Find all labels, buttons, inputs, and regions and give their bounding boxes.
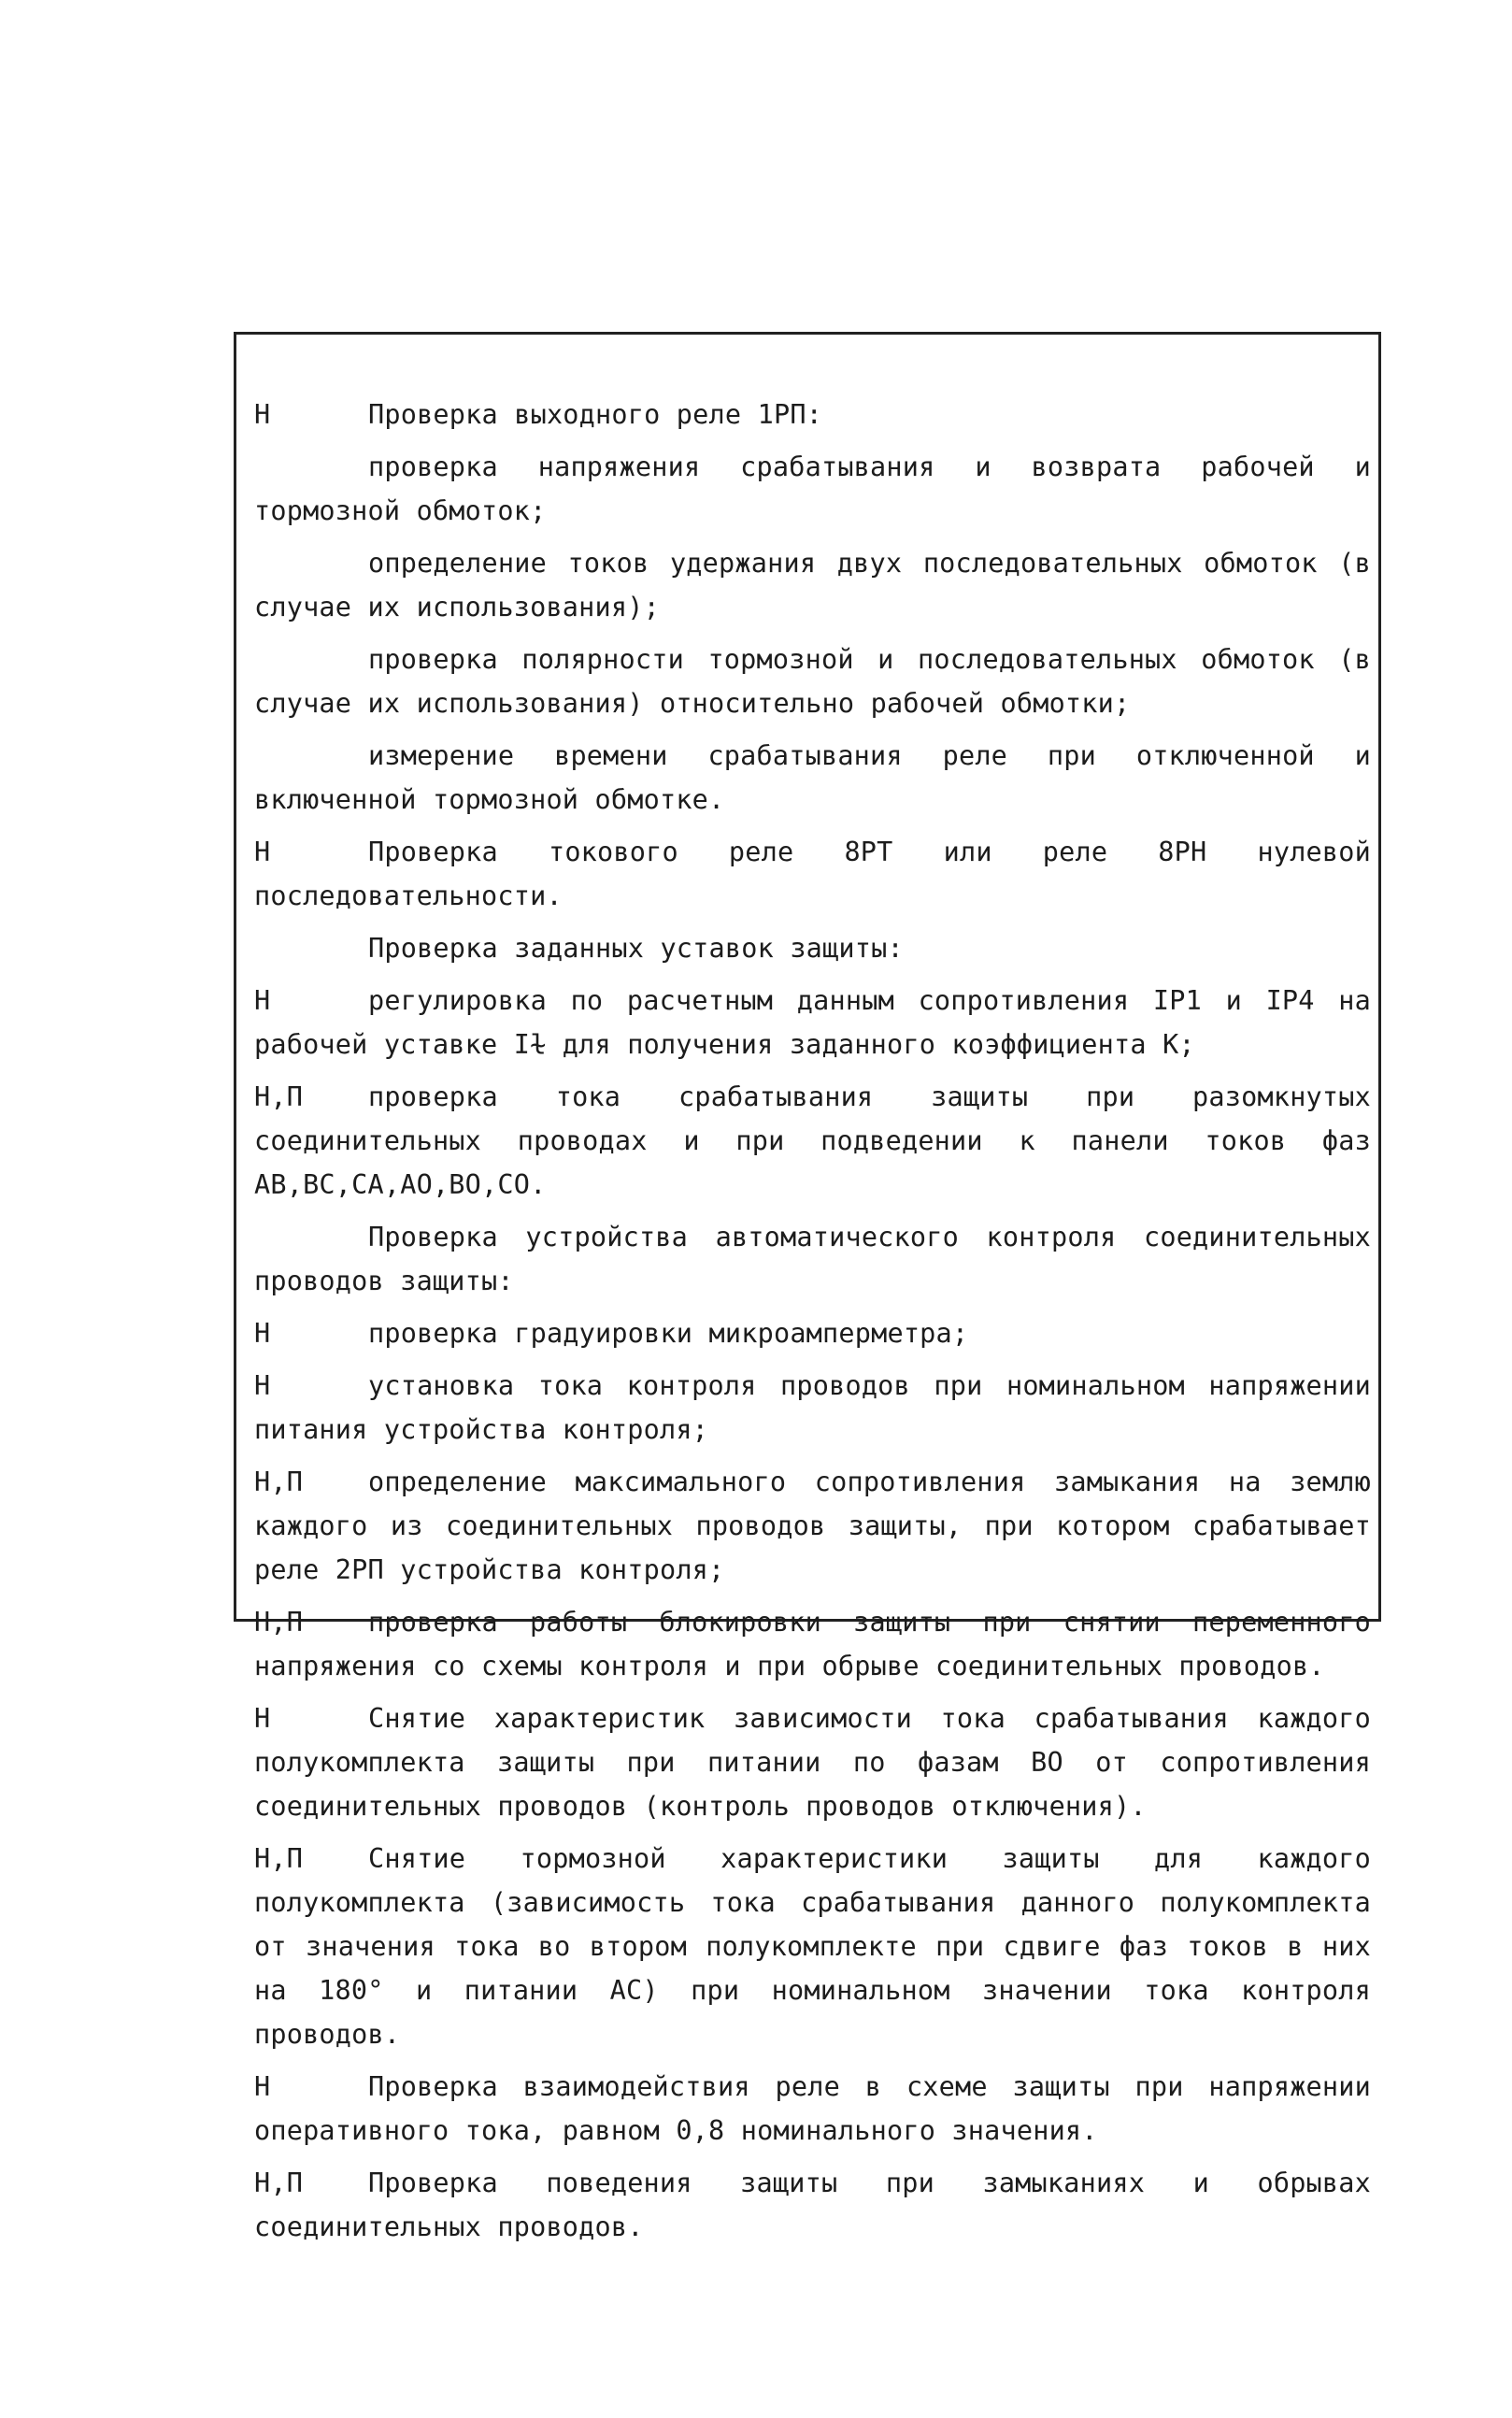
entry-text: Проверка устройства автоматического контроля соединительных проводов защиты: bbox=[254, 1222, 1371, 1296]
entry-marker: Н,П bbox=[254, 1081, 304, 1112]
entry-9 bbox=[254, 1075, 1371, 1207]
entry-text: Проверка поведения защиты при замыканиях и обрывах соединительных проводов. bbox=[254, 2168, 1371, 2242]
document-body bbox=[254, 393, 1371, 2257]
entry-17 bbox=[254, 2065, 1371, 2153]
entry-5 bbox=[254, 734, 1371, 822]
entry-marker: Н bbox=[254, 399, 271, 430]
entry-11 bbox=[254, 1311, 1371, 1355]
entry-text: Проверка выходного реле 1РП: bbox=[368, 399, 823, 430]
entry-marker: Н bbox=[254, 1318, 271, 1349]
entry-text: определение максимального сопротивления замыкания на землю каждого из соединительных проводов защиты, при котором срабатывает реле 2РП устройства контроля; bbox=[254, 1467, 1371, 1585]
entry-text: Снятие характеристик зависимости тока срабатывания каждого полукомплекта защиты при питании по фазам ВО от сопротивления соединительных проводов (контроль проводов отключения). bbox=[254, 1703, 1371, 1822]
entry-3 bbox=[254, 541, 1371, 629]
entry-text: Проверка заданных уставок защиты: bbox=[368, 933, 904, 964]
entry-18 bbox=[254, 2161, 1371, 2249]
entry-marker: Н bbox=[254, 985, 271, 1016]
entry-marker: Н,П bbox=[254, 1467, 304, 1497]
entry-1 bbox=[254, 393, 1371, 436]
entry-text: регулировка по расчетным данным сопротивления IР1 и IР4 на рабочей уставке Iɫ для получения заданного коэффициента К; bbox=[254, 985, 1371, 1060]
entry-12 bbox=[254, 1364, 1371, 1452]
entry-marker: Н bbox=[254, 837, 271, 867]
entry-marker: Н bbox=[254, 2071, 271, 2102]
entry-text: проверка работы блокировки защиты при снятии переменного напряжения со схемы контроля и при обрыве соединительных проводов. bbox=[254, 1607, 1371, 1681]
entry-text: измерение времени срабатывания реле при отключенной и включенной тормозной обмотке. bbox=[254, 740, 1371, 815]
entry-text: проверка тока срабатывания защиты при разомкнутых соединительных проводах и при подведении к панели токов фаз АВ,ВС,СА,АО,ВО,СО. bbox=[254, 1081, 1371, 1200]
entry-text: проверка напряжения срабатывания и возврата рабочей и тормозной обмоток; bbox=[254, 451, 1371, 526]
entry-marker: Н,П bbox=[254, 1843, 304, 1874]
entry-2 bbox=[254, 445, 1371, 533]
entry-text: проверка полярности тормозной и последовательных обмоток (в случае их использования) относительно рабочей обмотки; bbox=[254, 644, 1371, 719]
entry-text: Проверка токового реле 8РТ или реле 8РН нулевой последовательности. bbox=[254, 837, 1371, 911]
entry-15 bbox=[254, 1696, 1371, 1828]
entry-8 bbox=[254, 979, 1371, 1066]
entry-16 bbox=[254, 1837, 1371, 2056]
entry-14 bbox=[254, 1600, 1371, 1688]
entry-marker: Н bbox=[254, 1370, 271, 1401]
entry-10 bbox=[254, 1215, 1371, 1303]
entry-text: установка тока контроля проводов при номинальном напряжении питания устройства контроля; bbox=[254, 1370, 1371, 1445]
entry-marker: Н,П bbox=[254, 1607, 304, 1638]
entry-text: проверка градуировки микроамперметра; bbox=[368, 1318, 969, 1349]
entry-marker: Н bbox=[254, 1703, 271, 1734]
entry-text: определение токов удержания двух последовательных обмоток (в случае их использования); bbox=[254, 548, 1371, 622]
entry-marker: Н,П bbox=[254, 2168, 304, 2198]
entry-text: Проверка взаимодействия реле в схеме защиты при напряжении оперативного тока, равном 0,8 номинального значения. bbox=[254, 2071, 1371, 2146]
entry-6 bbox=[254, 830, 1371, 918]
entry-4 bbox=[254, 637, 1371, 725]
entry-13 bbox=[254, 1460, 1371, 1592]
entry-text: Снятие тормозной характеристики защиты для каждого полукомплекта (зависимость тока срабатывания данного полукомплекта от значения тока во втором полукомплекте при сдвиге фаз токов в них на 180° и питании АС) при номинальном значении тока контроля проводов. bbox=[254, 1843, 1371, 2050]
entry-7 bbox=[254, 926, 1371, 970]
